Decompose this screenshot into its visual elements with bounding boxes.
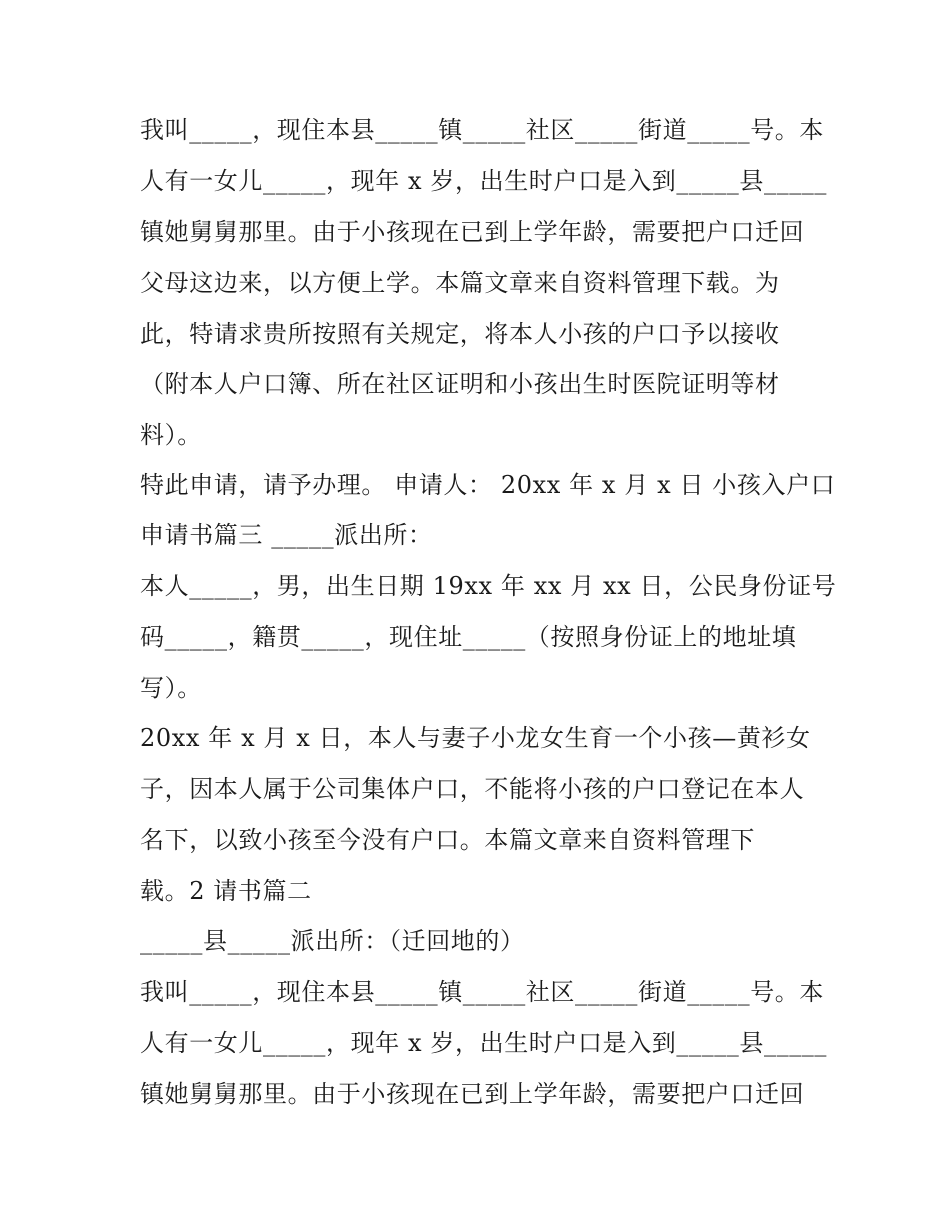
text-line: 写）。: [140, 674, 202, 702]
text-line: 镇她舅舅那里。由于小孩现在已到上学年龄，需要把户口迁回: [140, 218, 805, 246]
text-line: 我叫_____，现住本县_____镇_____社区_____街道_____号。本: [140, 978, 824, 1006]
text-line: 镇她舅舅那里。由于小孩现在已到上学年龄，需要把户口迁回: [140, 1080, 805, 1108]
text-line: 码_____，籍贯_____，现住址_____（按照身份证上的地址填: [140, 623, 797, 651]
text-line: 我叫_____，现住本县_____镇_____社区_____街道_____号。本: [140, 116, 824, 144]
text-line: 父母这边来，以方便上学。本篇文章来自资料管理下载。为: [140, 269, 780, 297]
text-line: 子，因本人属于公司集体户口，不能将小孩的户口登记在本人: [140, 775, 805, 803]
text-line: 载。2 请书篇二: [140, 877, 312, 905]
text-line: 名下，以致小孩至今没有户口。本篇文章来自资料管理下: [140, 826, 755, 854]
text-line: 申请书篇三 _____派出所：: [140, 521, 433, 549]
text-line: 特此申请，请予办理。 申请人： 20xx 年 x 月 x 日 小孩入户口: [140, 471, 836, 499]
text-line: _____县_____派出所：（迁回地的）: [140, 927, 525, 955]
text-line: 人有一女儿_____，现年 x 岁，出生时户口是入到_____县_____: [140, 167, 827, 195]
text-line: 料）。: [140, 421, 202, 449]
text-line: （附本人户口簿、所在社区证明和小孩出生时医院证明等材: [140, 370, 780, 398]
text-line: 本人_____，男，出生日期 19xx 年 xx 月 xx 日，公民身份证号: [140, 572, 837, 600]
text-line: 此，特请求贵所按照有关规定，将本人小孩的户口予以接收: [140, 320, 780, 348]
text-line: 20xx 年 x 月 x 日，本人与妻子小龙女生育一个小孩—黄衫女: [140, 724, 811, 752]
text-line: 人有一女儿_____，现年 x 岁，出生时户口是入到_____县_____: [140, 1029, 827, 1057]
